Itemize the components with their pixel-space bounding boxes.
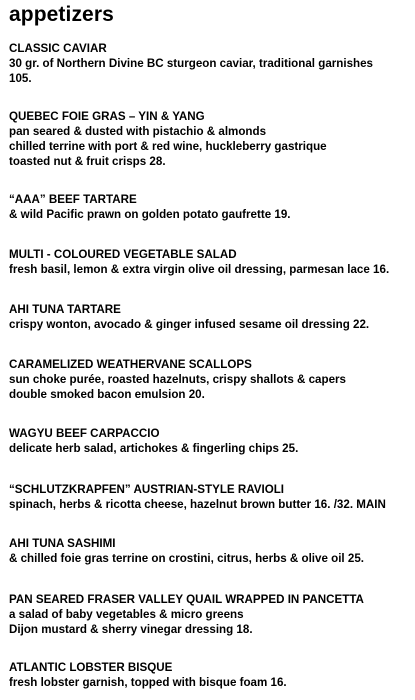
menu-item-scallops bbox=[9, 357, 411, 402]
menu-item-ahi-tuna-sashimi bbox=[9, 536, 411, 566]
menu-item-name: AHI TUNA SASHIMI bbox=[9, 537, 116, 550]
menu-item-beef-tartare bbox=[9, 192, 411, 222]
menu-item-name: CLASSIC CAVIAR bbox=[9, 42, 107, 55]
menu-item-description: pan seared & dusted with pistachio & almonds bbox=[9, 125, 267, 138]
menu-item-price: 105. bbox=[9, 72, 32, 85]
menu-item-name: MULTI - COLOURED VEGETABLE SALAD bbox=[9, 248, 237, 261]
menu-item-name: “AAA” BEEF TARTARE bbox=[9, 193, 137, 206]
menu-item-name: “SCHLUTZKRAPFEN” AUSTRIAN-STYLE RAVIOLI bbox=[9, 483, 285, 496]
menu-item-description: a salad of baby vegetables & micro greens bbox=[9, 608, 244, 621]
menu-title: appetizers bbox=[9, 3, 114, 26]
menu-item-classic-caviar bbox=[9, 41, 411, 86]
menu-item-description: sun choke purée, roasted hazelnuts, crispy shallots & capers bbox=[9, 373, 346, 386]
menu-item-quebec-foie-gras bbox=[9, 109, 411, 169]
menu-item-wagyu-carpaccio bbox=[9, 426, 411, 456]
menu-item-description: Dijon mustard & sherry vinegar dressing 18. bbox=[9, 623, 253, 636]
menu-item-description: & chilled foie gras terrine on crostini, citrus, herbs & olive oil 25. bbox=[9, 552, 364, 565]
menu-item-ahi-tuna-tartare bbox=[9, 302, 411, 332]
menu-item-quail bbox=[9, 592, 411, 637]
menu-item-name: QUEBEC FOIE GRAS – YIN & YANG bbox=[9, 110, 205, 123]
menu-item-description: & wild Pacific prawn on golden potato gaufrette 19. bbox=[9, 208, 291, 221]
menu-item-name: AHI TUNA TARTARE bbox=[9, 303, 121, 316]
menu-item-vegetable-salad bbox=[9, 247, 411, 277]
menu-item-description: chilled terrine with port & red wine, huckleberry gastrique bbox=[9, 140, 327, 153]
menu-item-description: 30 gr. of Northern Divine BC sturgeon caviar, traditional garnishes bbox=[9, 57, 374, 70]
menu-item-description: toasted nut & fruit crisps 28. bbox=[9, 155, 166, 168]
menu-item-description: fresh basil, lemon & extra virgin olive oil dressing, parmesan lace 16. bbox=[9, 263, 390, 276]
menu-item-name: ATLANTIC LOBSTER BISQUE bbox=[9, 661, 173, 674]
menu-item-ravioli bbox=[9, 482, 411, 512]
menu-item-name: WAGYU BEEF CARPACCIO bbox=[9, 427, 160, 440]
menu-item-lobster-bisque bbox=[9, 660, 411, 690]
menu-item-description: delicate herb salad, artichokes & fingerling chips 25. bbox=[9, 442, 299, 455]
menu-item-description: double smoked bacon emulsion 20. bbox=[9, 388, 205, 401]
menu-item-description: crispy wonton, avocado & ginger infused sesame oil dressing 22. bbox=[9, 318, 370, 331]
menu-item-description: spinach, herbs & ricotta cheese, hazelnut brown butter 16. /32. MAIN bbox=[9, 498, 386, 511]
menu-item-name: PAN SEARED FRASER VALLEY QUAIL WRAPPED IN PANCETTA bbox=[9, 593, 364, 606]
menu-item-name: CARAMELIZED WEATHERVANE SCALLOPS bbox=[9, 358, 252, 371]
menu-item-description: fresh lobster garnish, topped with bisque foam 16. bbox=[9, 676, 287, 689]
